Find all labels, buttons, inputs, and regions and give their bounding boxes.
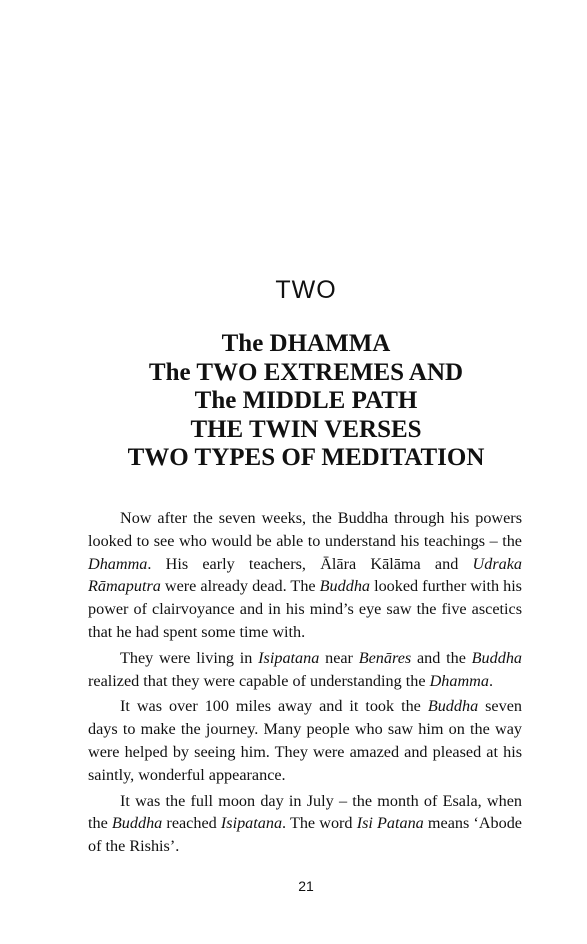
chapter-number: TWO xyxy=(275,276,337,304)
italic-text-run: Benāres xyxy=(358,648,412,667)
text-run: means ‘Abode of the Rishis’. xyxy=(88,814,522,856)
text-run: They were living in xyxy=(120,648,259,667)
paragraph xyxy=(88,790,522,858)
text-run: looked further with his power of clairvoyance and in his mind’s eye saw the five ascetics that he had spent some time with. xyxy=(88,577,522,641)
text-run: . His early teachers, Ālāra Kālāma and xyxy=(147,554,473,573)
paragraph xyxy=(88,647,522,693)
paragraph xyxy=(88,507,522,644)
italic-text-run: Dhamma xyxy=(88,554,148,573)
italic-text-run: Dhamma xyxy=(429,671,489,690)
chapter-title-block xyxy=(0,330,587,473)
chapter-title-line: The DHAMMA xyxy=(221,330,391,357)
text-run: It was over 100 miles away and it took the xyxy=(120,697,428,716)
italic-text-run: Buddha xyxy=(427,697,479,716)
italic-text-run: Isipatana xyxy=(258,648,320,667)
italic-text-run: Buddha xyxy=(471,648,523,667)
paragraph xyxy=(88,695,522,786)
italic-text-run: Isipatana xyxy=(220,814,283,833)
text-run: seven days to make the journey. Many people who saw him on the way were helped by seeing him. They were amazed and pleased at his saintly, wonderful appearance. xyxy=(88,697,522,784)
chapter-title-line: The MIDDLE PATH xyxy=(194,387,418,414)
italic-text-run: Isi Patana xyxy=(356,814,424,833)
italic-text-run: Udraka Rāmaputra xyxy=(88,554,522,596)
chapter-title-line: The TWO EXTREMES AND xyxy=(148,358,464,386)
text-run: realized that they were capable of understanding the xyxy=(88,671,430,690)
text-run: reached xyxy=(162,814,221,833)
body-text xyxy=(88,507,522,861)
italic-text-run: Buddha xyxy=(319,577,371,596)
text-run: . xyxy=(488,671,493,690)
chapter-title-line: THE TWIN VERSES xyxy=(190,415,422,443)
italic-text-run: Buddha xyxy=(111,814,163,833)
text-run: were already dead. The xyxy=(160,577,320,596)
text-run: near xyxy=(319,648,359,667)
page-number: 21 xyxy=(298,878,314,894)
text-run: and the xyxy=(411,648,472,667)
text-run: . The word xyxy=(282,814,357,833)
chapter-title-line: TWO TYPES OF MEDITATION xyxy=(127,444,485,471)
text-run: Now after the seven weeks, the Buddha through his powers looked to see who would be able to understand his teachings – the xyxy=(88,509,522,550)
text-run: It was the full moon day in July – the month of Esala, when the xyxy=(88,791,522,833)
